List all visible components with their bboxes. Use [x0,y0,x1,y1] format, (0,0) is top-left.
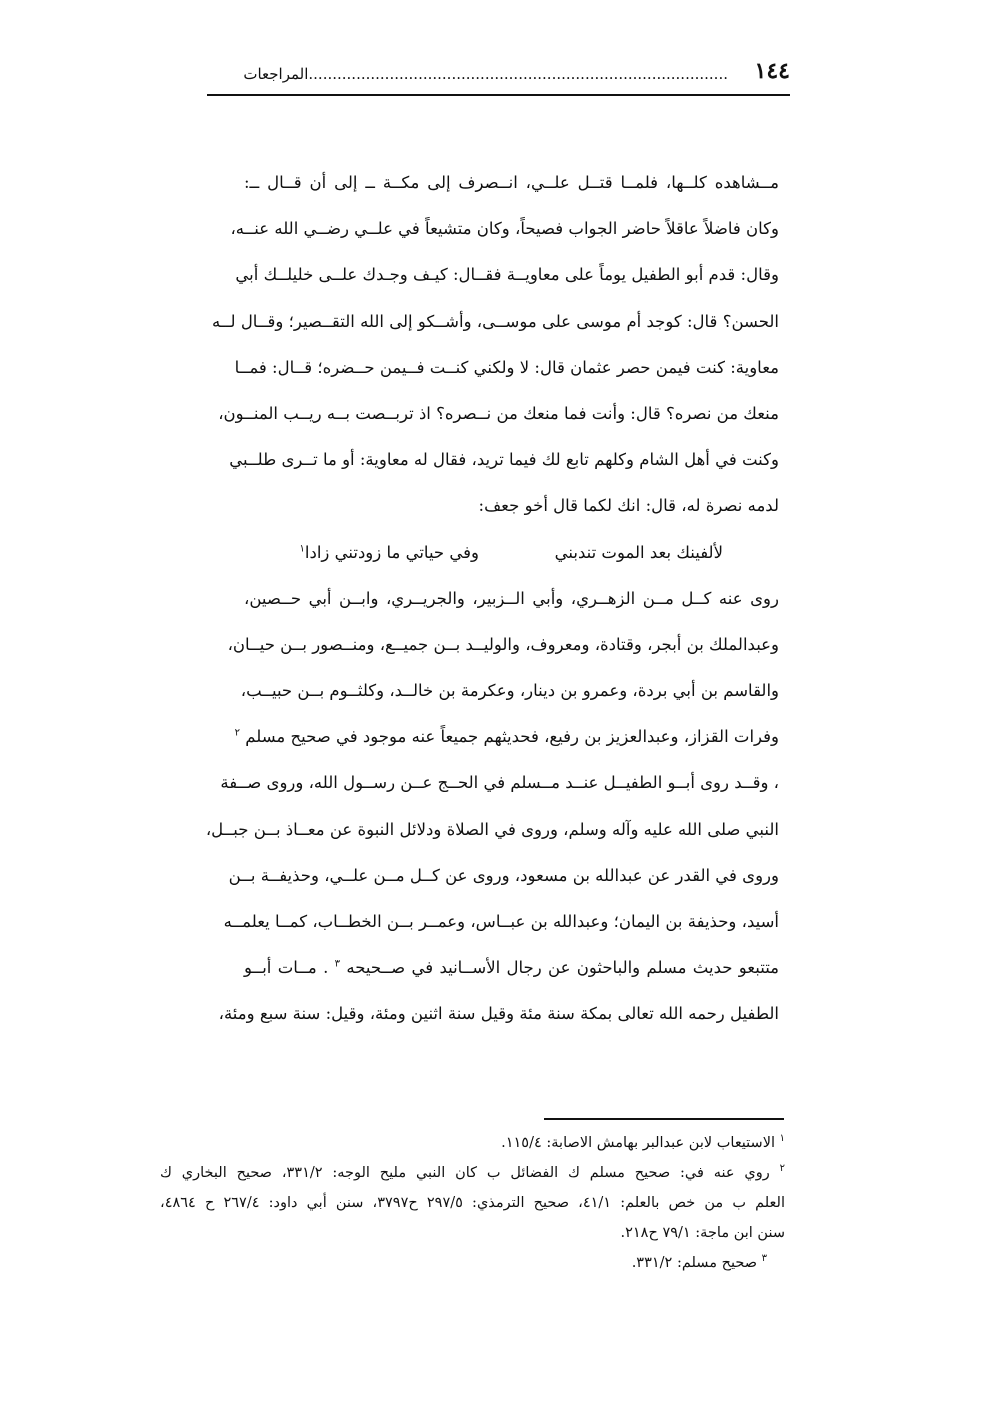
text-line: الحسن؟ قال: كوجد أم موسى على موســى، وأشــكو إلى الله التقــصير؛ وقــال لــه [212,311,779,331]
running-title: ........................................................................................المراجعات [243,65,728,83]
text-line: روى عنه كــل مــن الزهــري، وأبي الــزبير، والجريــري، وابــن أبي حــصين، [244,588,779,608]
footnote-ref: ٢ [234,727,241,739]
text-line: النبي صلى الله عليه وآله وسلم، وروى في الصلاة ودلائل النبوة عن معــاذ بــن جبــل، [205,819,779,839]
verse-hemistich-first: لألفينك بعد الموت تندبني [554,542,723,562]
text-line: الطفيل رحمه الله تعالى بمكة سنة مئة وقيل سنة اثنين ومئة، وقيل: سنة سبع ومئة، [218,1004,779,1024]
text-line: وكان فاضلاً عاقلاً حاضر الجواب فصيحاً، وكان متشيعاً في علــي رضــي الله عنــه، [230,219,779,239]
text-line: وقال: قدم أبو الطفيل يوماً على معاويــة فقــال: كيـف وجـدك علــى خليلــك أبي [235,265,779,285]
footnote-separator [544,1118,784,1120]
header-rule [207,94,790,96]
footnotes [160,1128,785,1278]
text-line: وكنت في أهل الشام وكلهم تابع لك فيما تريد، فقال له معاوية: أو ما تــرى طلــبي [229,450,779,470]
footnote-2-cont: سنن ابن ماجة: ٧٩/١ ح٢١٨. [620,1225,785,1241]
text-line: وفرات القزاز، وعبدالعزيز بن رفيع، فحديثهم جميعاً عنه موجود في صحيح مسلم $^٢$ [234,727,779,747]
text-line: والقاسم بن أبي بردة، وعمرو بن دينار، وعكرمة بن خالــد، وكلثــوم بــن حبيــب، [240,681,779,701]
footnote-ref: ٣ [334,958,341,970]
text-line: منعك من نصره؟ قال: وأنت فما منعك من نــصره؟ اذ تربــصت بــه ريــب المنــون، [218,403,779,423]
text-line: معاوية: كنت فيمن حصر عثمان قال: لا ولكني كنــت فــيمن حــضره؛ قــال: فمــا [234,357,779,377]
page-header [207,52,790,96]
text-line: متتبعو حديث مسلم والباحثون عن رجال الأســانيد في صــحيحه $^٣$ . مــات أبــو [244,958,780,978]
page-number: ١٤٤ [754,58,790,84]
text-line: وعبدالملك بن أبجر، وقتادة، ومعروف، والوليــد بــن جميــع، ومنــصور بــن حيــان، [227,634,779,654]
text-line: وروى في القدر عن عبدالله بن مسعود، وروى عن كــل مــن علــي، وحذيفــة بــن [228,865,779,885]
footnote-3: $^٣$ صحيح مسلم: ٣٣١/٢. [631,1253,767,1271]
text-line: لدمه نصرة له، قال: انك لكما قال أخو جعف: [478,496,779,516]
footnote-1: $^١$ الاستيعاب لابن عبدالبر بهامش الاصابة: ١١٥/٤. [501,1133,785,1151]
text-line: مــشاهده كلــها، فلمــا قتــل علــي، انــصرف إلى مكــة ــ إلى أن قــال ــ: [244,173,779,192]
text-line: أسيد، وحذيفة بن اليمان؛ وعبدالله بن عبــاس، وعمــر بــن الخطــاب، كمــا يعلمــه [223,912,779,931]
main-text [205,160,780,1038]
verse-hemistich-second: وفي حياتي ما زودتني زادا$^١$ [299,542,479,562]
text-line: ، وقــد روى أبــو الطفيــل عنــد مــسلم في الحــج عــن رســول الله، وروى صــفة [220,773,779,793]
footnote-2: $^٢$ روي عنه في: صحيح مسلم ك الفضائل ب كان النبي مليح الوجه: ٣٣١/٢، صحيح البخاري ك [160,1163,785,1181]
footnote-2-cont: العلم ب من خص بالعلم: ٤١/١، صحيح الترمذي: ٢٩٧/٥ ح٣٧٩٧، سنن أبي داود: ٢٦٧/٤ ح ٤٨٦٤، [160,1195,785,1211]
poetry-verse [244,530,779,576]
footnote-ref: ١ [299,543,305,554]
